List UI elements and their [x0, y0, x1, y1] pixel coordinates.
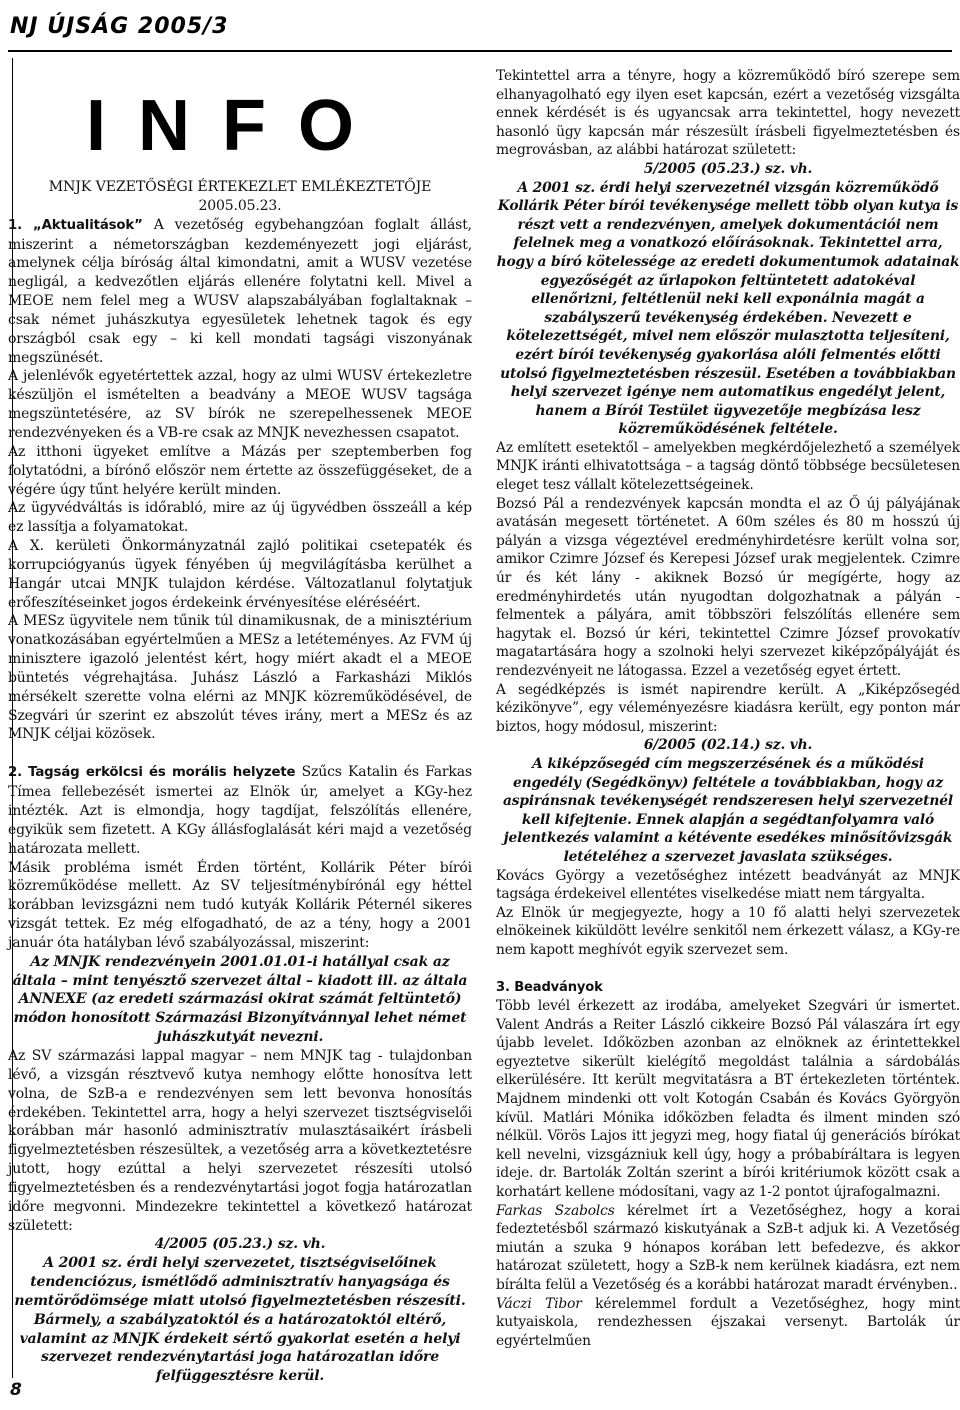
paragraph: Az SV származási lappal magyar – nem MNJK tag - tulajdonban lévő, a vizsgán résztvevő kutya nemhogy előtte honosítva lett volna, de SzB-a e rendezvényen sem lett bevonva honosítás érdekében. Tekintettel arra, hogy a helyi szervezet tisztségviselői korábban már hasonló adminisztratív mulasztásaikért írásbeli figyelmeztetésben részesültek, a vezetőség arra a következtetésre jutott, hogy ezúttal a helyi szervezetet részesíti utolsó figyelmeztetésben és a rendezvénytartási jogot fogja határozatlan időre megvonni. Mindezekre tekintettel a következő határozat született:: [8, 1047, 472, 1234]
info-heading: I N F O: [86, 86, 360, 166]
paragraph: Kovács György a vezetőséghez intézett beadványát az MNJK tagsága érdekeivel ellentétes viselkedése miatt nem tárgyalta.: [496, 867, 960, 903]
paragraph: Az itthoni ügyeket említve a Mázás per szeptemberben fog folytatódni, a bírónő először nem értette az összefüggéseket, de a végére úgy tűnt helyére került minden.: [8, 443, 472, 498]
right-column: [496, 67, 960, 1350]
section-3-heading: 3. Beadványok: [496, 979, 603, 995]
section-2-text: Szűcs Katalin és Farkas Tímea fellebezését ismertei az Elnök úr, amelyet a KGy-hez intézték. Azt is elmondja, hogy tagdíjat, felszólítás ellenére, egyikük sem fizetett. A KGy állásfoglalását kéri majd a vezetőség határozata mellett.: [8, 764, 472, 857]
paragraph: A X. kerületi Önkormányzatnál zajló politikai csetepaték és korrupciógyanús ügyek fényében új megvilágításba kerülhet a Hangár utcai MNJK tulajdon kérdése. Változatlanul folytatjuk erőfeszítéseinket jogos érdekeink érvényesítése eléréséért.: [8, 538, 472, 611]
page-header: [8, 10, 952, 52]
paragraph: A segédképzés is ismét napirendre került. A „Kiképzősegéd kézikönyve”, egy véleményezésre kiadásra került, egy ponton már biztos, hogy módosul, miszerint:: [496, 681, 960, 735]
section-2-number: 2.: [8, 765, 23, 781]
paragraph: Több levél érkezett az irodába, amelyeket Szegvári úr ismertet. Valent András a Reiter László cikkeire Bozsó Pál válaszára írt egy újabb levelet. Időközben azonban az elnöknek az érintettekkel egyeztetve sikerült kielégítő megoldást találnia a sárdobálás elkerülésére. Itt került megvitatásra a BT értekezleten történtek. Majdnem mindenki ott volt Kotogán Csabán és Kovács Györgyön kívül. Matlári Mónika időközben feladta és ilment minden szó nélkül. Vörös Lajos itt jegyzi meg, hogy fiatal új generációs bírókat kell nevelni, vizsgázniuk kell úgy, hogy a próbabíráltara is legyen ideje. dr. Bartolák Zoltán szerint a bírói kritériumok között csak a korhatárt kellene módosítani, vagy az 1-2 pontot újrafogalmazni.: [496, 998, 960, 1201]
resolution-text: A 2001 sz. érdi helyi szervezetnél vizsgán közreműködő Kollárik Péter bírói tevékenysége mellett több olyan kutya is részt vett a rendezvényen, amelyek dokumentációi nem felelnek meg a vonatkozó előírásoknak. Tekintettel arra, hogy a bíró kötelessége az eredeti dokumentumok adatainak egyezőségét az űrlapokon feltüntetett adatokéval ellenőrizni, feltétlenül neki kell exponálnia magát a szabályszerű tevékenység érdekében. Nevezett e kötelezettségét, mivel nem először mulasztotta teljesíteni, ezért bírói tevékenység gyakorlása alóli felmentés előtti utolsó figyelmeztetésben részesül. Esetében a továbbiakban helyi szervezet igénye nem automatikus engedélyt jelent, hanem a Bírói Testület ügyvezetője megbízása lesz közreműködésének feltétele.: [496, 179, 960, 438]
section-1-number: 1.: [8, 217, 23, 233]
paragraph-text: kérelmet írt a Vezetőséghez, hogy a korai fedeztetésből származó kiskutyának a SzB-t adjuk ki. A Vezetőség miután a szuka 9 hónapos korában lett befedezve, és akkor határozat született, hogy a SzB-k nem kerülnek kiadásra, ezt nem bírálta felül a Vezetőség és a korábbi határozat maradt érvényben..: [496, 1202, 960, 1293]
section-1-paragraph: [8, 216, 472, 368]
section-2-heading: Tagság erkölcsi és morális helyzete: [28, 765, 296, 781]
paragraph: Bozsó Pál a rendezvények kapcsán mondta el az Ő új pályájának avatásán megesett történetet. A 60m széles és 80 m hosszú új pályán a vizsga végeztével eredményhirdetésre került volna sor, amikor Czimre József és Kerepesi József urak megjelentek. Czimre úr és két lány - akiknek Bozsó úr megígérte, hogy az eredményhirdetés után nyugodtan dolgozhatnak a pályán - felmentek a pályára, amit többszöri felszólítás ellenére sem hagytak el. Bozsó úr kéri, tekintettel Czimre József provokatív magatartására hogy a szolnoki helyi szervezet kiképzőpályáját és rendezvényeit ne látogassa. Ezzel a vezetőség egyet értett.: [496, 495, 960, 679]
paragraph: Az említett esetektől – amelyekben megkérdőjelezhető a személyek MNJK iránti elhivatottsága – a tagság döntő többsége becsületesen eleget tesz vállalt kötelezettségeinek.: [496, 439, 960, 494]
resolution-number: 5/2005 (05.23.) sz. vh.: [643, 160, 813, 177]
paragraph: Tekintettel arra a tényre, hogy a közreműködő bíró szerepe sem elhanyagolható egy ilyen eset kapcsán, ezért a vezetőség vizsgálta ennek kérdését is és ugyancsak arra tekintettel, hogy nevezett hasonló ügy kapcsán már részesült írásbeli figyelmeztetésben és megrovásban, az alábbi határozat született:: [496, 68, 960, 159]
paragraph: A MESz ügyvitele nem tűnik túl dinamikusnak, de a minisztérium vonatkozásában egyértelműen a MESz a letéteményes. Az FVM új minisztere igazoló jelentést kért, hogy miért akadt el a MEOE büntetés végrehajtása. Juhász László a Farkasházi Miklós mérsékelt szerette volna elérni az MNJK közreműködésével, de Szegvári úr szerint ez abszolút téves irány, mert a MESz és az MNJK céljai közösek.: [8, 613, 472, 743]
page-number: 8: [10, 1380, 22, 1400]
magazine-title: NJ ÚJSÁG 2005/3: [10, 14, 229, 39]
paragraph: [496, 1202, 960, 1295]
paragraph: Az ügyvédváltás is időrabló, mire az új ügyvédben összeáll a kép ez lassítja a folyamatokat.: [8, 500, 472, 536]
resolution-text: A kiképzősegéd cím megszerzésének és a működési engedély (Segédkönyv) feltétele a továbbiakban, hogy az aspiránsnak tevékenységét rendszeresen helyi szervezetnél kell kifejtenie. Ennek alapján a segédtanfolyamra való jelentkezés valamint a kétévente esedékes minősítővizsgák letételéhez a szervezet javaslata szükséges.: [503, 755, 953, 865]
resolution-text: A 2001 sz. érdi helyi szervezetet, tisztségviselőinek tendenciózus, ismétlődő adminisztratív hanyagsága és nemtörődömsége miatt utolsó figyelmeztetésben részesíti. Bármely, a szabályzatoktól és a határozatoktól eltérő, valamint az MNJK érdekeit sértő gyakorlat esetén a helyi szervezet rendezvénytartási joga határozatlan időre felfüggesztésre kerül.: [14, 1255, 466, 1385]
paragraph-text: kérelemmel fordult a Vezetőséghez, hogy mint kutyaiskola, rendezhessen éjszakai versenyt. Bartolák úr egyértelműen: [496, 1295, 960, 1349]
left-column: [8, 178, 472, 1386]
person-name: Váczi Tibor: [496, 1295, 582, 1312]
paragraph: Az Elnök úr megjegyezte, hogy a 10 fő alatti helyi szervezetek elnökeinek kiküldött levélre senkitől nem érkezett válasz, a KGy-re nem kapott meghívót egyik szervezet sem.: [496, 904, 960, 958]
paragraph: Másik probléma ismét Érden történt, Kollárik Péter bírói közreműködése mellett. Az SV teljesítménybírónál egy héttel korábban levizsgázni nem tudó kutyák Kollárik Péternél sikeres vizsgát tettek. Ez még elfogadható, de az a tény, hogy a 2001 január óta hatályban lévő szabályozással, miszerint:: [8, 859, 472, 951]
resolution-number: 4/2005 (05.23.) sz. vh.: [154, 1236, 326, 1253]
section-2-paragraph: [8, 763, 472, 858]
resolution-number: 6/2005 (02.14.) sz. vh.: [643, 737, 813, 754]
rule-quote: Az MNJK rendezvényein 2001.01.01-i hatállyal csak az általa – mint tenyésztő szervezet által – kiadott ill. az általa ANNEXE (az eredeti származási okirat számát feltüntető) módon honosított Származási Bizonyítvánnyal lehet német juhászkutyát nevezni.: [12, 953, 468, 1046]
section-1-text: A vezetőség egybehangzóan foglalt állást, miszerint a németországban kezdeményezett jogi eljárást, amelynek célja bíróság által kimondatni, amit a WUSV vezetése negligál, a kedvezőtlen eljárás ellenére folytatni kell. Mivel a MEOE nem felel meg a WUSV alapszabályában foglaltaknak – csak német juhászkutya egyesületek lehetnek tagok és egy országból csak egy – ki kell mondati tagsági viszonyának megszünését.: [8, 216, 472, 366]
meeting-title: MNJK VEZETŐSÉGI ÉRTEKEZLET EMLÉKEZTETŐJE: [48, 179, 432, 195]
paragraph: A jelenlévők egyetértettek azzal, hogy az ulmi WUSV értekezletre készüljön el ismételten a beadvány a MEOE WUSV tagsága megszüntetésére, az SV bírók ne szerepelhessenek MEOE rendezvényeken és a VB-re csak az MNJK nevezhessen csapatot.: [8, 368, 472, 441]
person-name: Farkas Szabolcs: [496, 1202, 615, 1219]
paragraph: [496, 1295, 960, 1351]
meeting-date: 2005.05.23.: [198, 197, 282, 214]
section-1-heading: „Aktualitások”: [33, 217, 143, 233]
